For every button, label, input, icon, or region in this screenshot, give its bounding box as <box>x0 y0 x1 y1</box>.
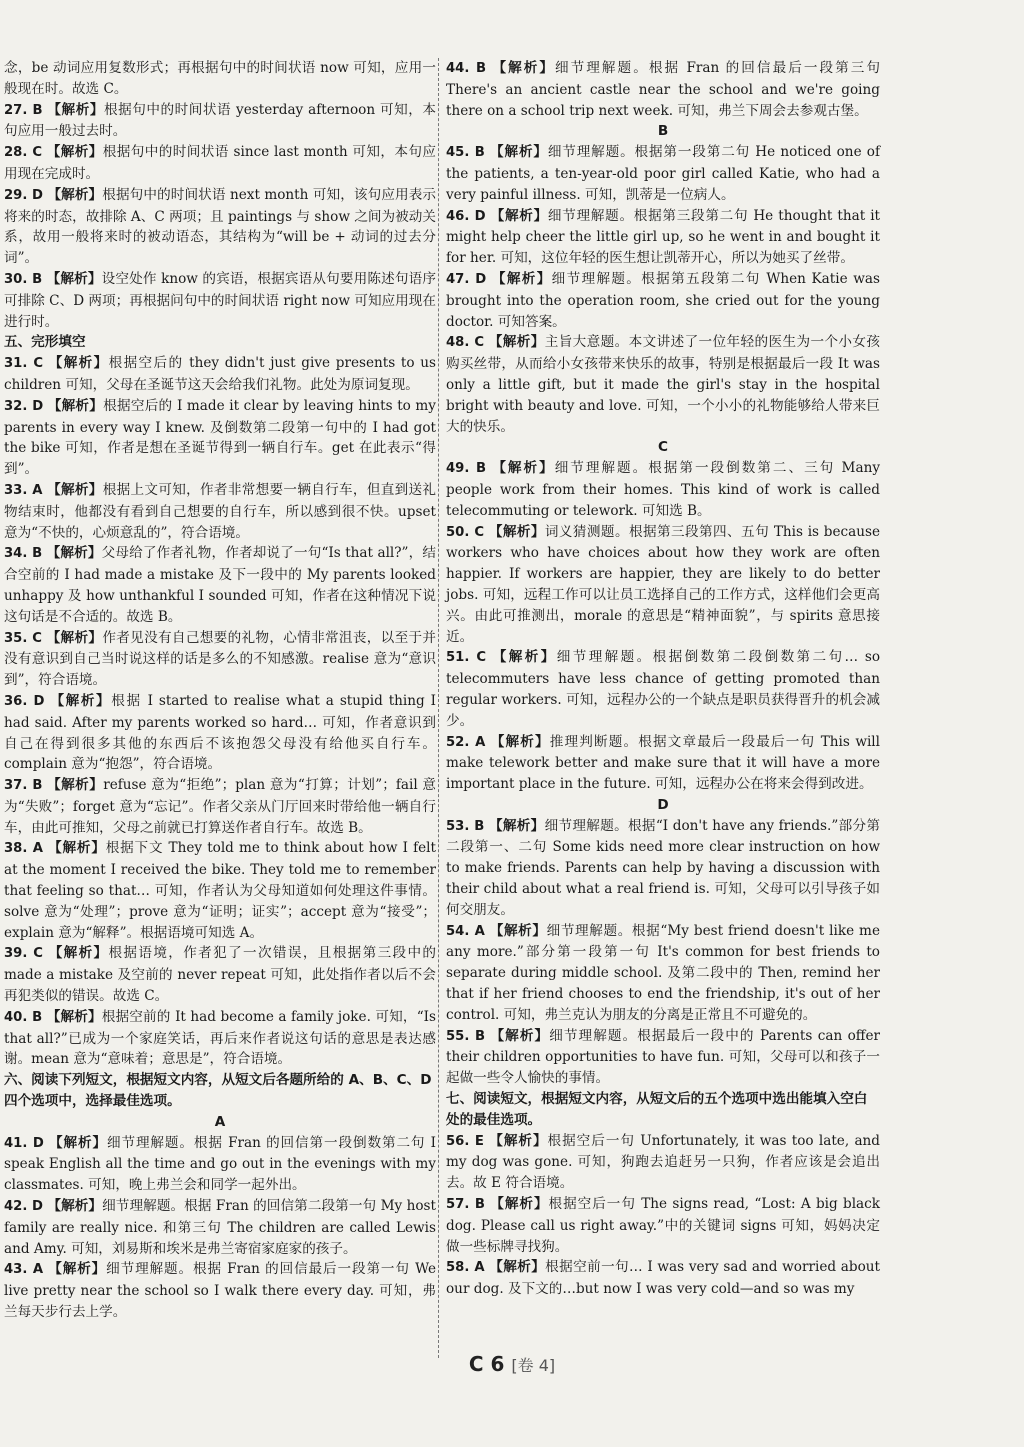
answer-text: 念，be 动词应用复数形式；再根据句中的时间状语 now 可知，应用一般现在时。故选 C。 <box>4 60 436 97</box>
analysis-tag: 【解析】 <box>489 1259 546 1276</box>
answer-number: 50. C <box>446 524 485 540</box>
answer-item <box>4 353 436 396</box>
right-group-5 <box>446 1131 880 1300</box>
answer-text: 细节理解题。根据倒数第二段倒数第二句… so telecommuters have less chance of getting promoted than regular workers. 可知，远程办公的一个缺点是职员获得晋升的机会减少。 <box>446 649 880 729</box>
analysis-tag: 【解析】 <box>488 817 545 834</box>
analysis-tag: 【解析】 <box>46 545 102 562</box>
right-group-4 <box>446 816 880 1089</box>
answer-number: 54. A <box>446 923 485 939</box>
answer-item <box>4 838 436 943</box>
analysis-tag: 【解析】 <box>46 629 103 646</box>
answer-number: 32. D <box>4 398 44 414</box>
answer-item <box>446 142 880 205</box>
answer-text: 细节理解题。根据 Fran 的回信第一段倒数第二句 I speak English all the time and go out in the evenings with my classmates. 可知，晚上弗兰会和同学一起外出。 <box>4 1134 437 1194</box>
left-column <box>0 58 436 1323</box>
analysis-tag: 【解析】 <box>492 649 557 666</box>
answer-number: 30. B <box>4 271 43 287</box>
answer-text: 根据 I started to realise what a stupid thing I had said. After my parents worked so hard… 可知，作者意识到自己在得到很多其他的东西后不该抱怨父母没有给他买自行车。complain 意为“抱怨”，符合语境。 <box>4 692 437 773</box>
answer-number: 29. D <box>4 187 44 203</box>
answer-number: 42. D <box>4 1199 43 1215</box>
left-group-1 <box>4 58 436 332</box>
answer-text: 根据空后的 they didn't just give presents to us children 可知，父母在圣诞节这天会给我们礼物。此处为原词复现。 <box>4 355 437 393</box>
answer-text: 词义猜测题。根据第三段第四、五句 This is because workers who have choices about how they work are often happier. If workers are happier, they are likely to do better jobs. 可知，远程工作可以让员工选择自己的工作方式，这样他们会更高兴。由此可推测出，morale 的意思是“精神面貌”，与 spirits 意思接近。 <box>446 523 881 645</box>
answer-item <box>446 732 880 795</box>
analysis-tag: 【解析】 <box>47 186 103 203</box>
answer-text: 细节理解题。根据 Fran 的回信第二段第一句 My host family are really nice. 和第三句 The children are called Lewis and Amy. 可知，刘易斯和埃米是弗兰寄宿家庭家的孩子。 <box>4 1198 436 1257</box>
analysis-tag: 【解析】 <box>47 397 104 414</box>
analysis-tag: 【解析】 <box>488 334 545 351</box>
analysis-tag: 【解析】 <box>491 270 552 287</box>
answer-number: 53. B <box>446 818 485 834</box>
answer-number: 33. A <box>4 482 43 498</box>
answer-item <box>446 332 880 437</box>
analysis-tag: 【解析】 <box>489 1132 548 1149</box>
answer-number: 49. B <box>446 461 486 477</box>
section-five-heading: 五、完形填空 <box>4 334 86 351</box>
answer-item <box>4 58 436 100</box>
analysis-tag: 【解析】 <box>492 460 555 477</box>
right-group-1 <box>446 58 880 121</box>
answer-number: 55. B <box>446 1028 486 1044</box>
answer-number: 39. C <box>4 946 43 962</box>
answer-item <box>446 1257 880 1300</box>
answer-number: 36. D <box>4 693 45 709</box>
answer-item <box>446 269 880 332</box>
answer-item <box>4 142 436 185</box>
analysis-tag: 【解析】 <box>490 1027 550 1044</box>
right-group-3 <box>446 458 880 795</box>
answer-text: 细节理解题。根据第一段第二句 He noticed one of the patients, a ten-year-old poor girl called Katie, who had a very painful illness. 可知，凯蒂是一位病人。 <box>446 144 880 203</box>
answer-number: 56. E <box>446 1133 484 1149</box>
answer-text: refuse 意为“拒绝”；plan 意为“打算；计划”；fail 意为“失败”；forget 意为“忘记”。作者父亲从门厅回来时带给他一辆自行车，由此可推知，父母之前就已打算送作者自行车。故选 B。 <box>4 777 436 836</box>
answer-text: 细节理解题。根据 Fran 的回信最后一段第三句 There's an ancient castle near the school and we're going there on a school trip next week. 可知，弗兰下周会去参观古堡。 <box>446 60 880 119</box>
answer-number: 37. B <box>4 778 43 794</box>
analysis-tag: 【解析】 <box>490 144 548 161</box>
answer-number: 48. C <box>446 335 485 351</box>
analysis-tag: 【解析】 <box>492 60 555 76</box>
answer-number: 58. A <box>446 1260 485 1276</box>
answer-item <box>446 921 880 1026</box>
answer-item <box>4 1196 436 1259</box>
left-group-3 <box>4 1133 436 1323</box>
answer-text: 根据空前的 It had become a family joke. 可知，“Is that all?”已成为一个家庭笑话，再后来作者说这句话的意思是表达感谢。mean 意为“意味着；意思是”，符合语境。 <box>4 1008 436 1068</box>
answer-text: 细节理解题。根据最后一段中的 Parents can offer their children opportunities to have fun. 可知，父母可以和孩子一起做一些令人愉快的事情。 <box>446 1027 881 1087</box>
section-six-heading: 六、阅读下列短文，根据短文内容，从短文后各题所给的 A、B、C、D 四个选项中，选择最佳选项。 <box>4 1072 432 1110</box>
right-group-2 <box>446 142 880 437</box>
analysis-tag: 【解析】 <box>46 270 102 287</box>
volume-label: [卷 4] <box>511 1356 556 1375</box>
answer-item <box>446 458 880 521</box>
answer-text: 根据空前一句… I was very sad and worried about our dog. 及下文的…but now I was very cold—and so was my <box>446 1259 880 1298</box>
answer-text: 推理判断题。根据文章最后一段最后一句 This will make telework better and make sure that it will have a more important place in the future. 可知，远程办公在将来会得到改进。 <box>446 733 881 793</box>
analysis-tag: 【解析】 <box>490 1196 549 1213</box>
answer-item <box>446 1026 880 1089</box>
answer-item <box>446 816 880 921</box>
answer-item <box>4 691 436 775</box>
answer-item <box>4 480 436 543</box>
answer-text: 细节理解题。根据 Fran 的回信最后一段第一句 We live pretty near the school so I walk there every day. 可知，弗兰每天步行去上学。 <box>4 1261 436 1321</box>
right-column <box>446 58 880 1300</box>
answer-text: 根据空后的 I made it clear by leaving hints to my parents in every way I knew. 及倒数第二段第一句中的 I had got the bike 可知，作者是想在圣诞节得到一辆自行车。get 在此表示“得到”。 <box>4 397 436 478</box>
analysis-tag: 【解析】 <box>489 922 547 939</box>
answer-number: 41. D <box>4 1135 44 1151</box>
analysis-tag: 【解析】 <box>47 101 104 118</box>
analysis-tag: 【解析】 <box>48 355 109 372</box>
answer-item <box>4 628 436 691</box>
analysis-tag: 【解析】 <box>46 144 103 161</box>
analysis-tag: 【解析】 <box>49 1134 107 1151</box>
answer-item <box>4 269 436 332</box>
answer-item <box>4 543 436 627</box>
analysis-tag: 【解析】 <box>46 1008 102 1025</box>
answer-text: 细节理解题。根据第五段第二句 When Katie was brought into the operation room, she cried out for the young doctor. 可知答案。 <box>446 270 881 330</box>
answer-number: 34. B <box>4 546 43 562</box>
analysis-tag: 【解析】 <box>488 523 545 540</box>
answer-text: 细节理解题。根据第一段倒数第二、三句 Many people work from their homes. This kind of work is called telecommuting or telework. 可知选 B。 <box>446 460 881 519</box>
answer-text: 细节理解题。根据第三段第二句 He thought that it might help cheer the little girl up, so he went in and bought it for her. 可知，这位年轻的医生想让凯蒂开心，所以为她买了丝带。 <box>446 207 881 267</box>
answer-text: 根据上文可知，作者非常想要一辆自行车，但直到送礼物结束时，他都没有看到自己想要的自行车，所以感到很不快。upset 意为“不快的，心烦意乱的”，符合语境。 <box>4 481 437 541</box>
passage-b-heading: B <box>657 123 669 140</box>
analysis-tag: 【解析】 <box>48 840 106 857</box>
answer-text: 根据句中的时间状语 yesterday afternoon 可知，本句应用一般过去时。 <box>4 101 436 140</box>
answer-number: 40. B <box>4 1009 43 1025</box>
answer-number: 43. A <box>4 1262 44 1278</box>
answer-text: 细节理解题。根据“My best friend doesn't like me any more.”部分第一段第一句 It's common for best friends to separate during middle school. 及第二段中的 Then, remind her that if her friend chooses to end the friendship, it's out of her control. 可知，弗兰克认为朋友的分离是正常且不可避免的。 <box>446 922 880 1023</box>
analysis-tag: 【解析】 <box>48 1261 107 1278</box>
answer-item <box>446 1131 880 1194</box>
passage-d-heading: D <box>657 796 669 813</box>
answer-number: 27. B <box>4 102 43 118</box>
analysis-tag: 【解析】 <box>47 1198 103 1215</box>
answer-item <box>4 943 436 1006</box>
analysis-tag: 【解析】 <box>48 945 109 962</box>
answer-item <box>4 100 436 143</box>
answer-item <box>446 647 880 731</box>
answer-text: 父母给了作者礼物，作者却说了一句“Is that all?”，结合空前的 I had made a mistake 及下一段中的 My parents looked unhappy 及 how unthankful I sounded 可知，作者在这种情况下说这句话是不合适的。故选 B。 <box>4 545 436 625</box>
answer-text: 根据空后一句 Unfortunately, it was too late, and my dog was gone. 可知，狗跑去追赶另一只狗，作者应该是会追出去。故 E 符合语境。 <box>446 1132 881 1192</box>
answer-text: 根据空后一句 The signs read, “Lost: A big black dog. Please call us right away.”中的关键词 signs 可知，妈妈决定做一些标牌寻找狗。 <box>446 1196 881 1255</box>
passage-a-heading: A <box>214 1113 226 1130</box>
answer-item <box>4 1133 436 1196</box>
answer-text: 作者见没有自己想要的礼物，心情非常沮丧，以至于并没有意识到自己当时说这样的话是多么的不知感激。realise 意为“意识到”，符合语境。 <box>4 629 437 689</box>
answer-number: 45. B <box>446 145 485 161</box>
answer-number: 44. B <box>446 61 487 76</box>
answer-number: 46. D <box>446 208 486 224</box>
page-number: C 6 <box>468 1352 505 1376</box>
answer-item <box>4 185 436 269</box>
answer-item <box>4 1259 436 1322</box>
answer-text: 主旨大意题。本文讲述了一位年轻的医生为一个小女孩购买丝带，从而给小女孩带来快乐的故事，特别是根据最后一段 It was only a little gift, but it made the girl's stay in the hospital bright with beauty and love. 可知，一个小小的礼物能够给人带来巨大的快乐。 <box>446 334 880 435</box>
page-footer <box>0 1352 1024 1376</box>
answer-text: 根据语境，作者犯了一次错误，且根据第三段中的 made a mistake 及空前的 never repeat 可知，此处指作者以后不会再犯类似的错误。故选 C。 <box>4 945 437 1005</box>
answer-text: 根据句中的时间状语 since last month 可知，本句应用现在完成时。 <box>4 144 436 182</box>
analysis-tag: 【解析】 <box>47 777 104 794</box>
analysis-tag: 【解析】 <box>490 207 548 224</box>
answer-item <box>446 522 880 648</box>
answer-number: 38. A <box>4 841 43 857</box>
answer-number: 31. C <box>4 356 44 372</box>
answer-number: 35. C <box>4 630 42 646</box>
analysis-tag: 【解析】 <box>47 481 103 498</box>
answer-text: 根据下文 They told me to think about how I felt at the moment I received the bike. They told me to remember that feeling so that… 可知，作者认为父母知道如何处理这件事情。solve 意为“处理”；prove 意为“证明；证实”；accept 意为“接受”；explain 意为“解释”。根据语境可知选 A。 <box>4 840 436 941</box>
answer-number: 28. C <box>4 145 43 161</box>
answer-text: 细节理解题。根据“I don't have any friends.”部分第二段第一、二句 Some kids need more clear instruction on how to make friends. Parents can help by having a discussion with their child about what a real friend is. 可知，父母可以引导孩子如何交朋友。 <box>446 817 880 918</box>
answer-item <box>4 1007 436 1070</box>
answer-number: 51. C <box>446 650 487 666</box>
section-seven-heading: 七、阅读短文，根据短文内容，从短文后的五个选项中选出能填入空白处的最佳选项。 <box>446 1091 868 1128</box>
answer-item <box>446 206 880 269</box>
answer-item <box>4 396 436 480</box>
answer-number: 52. A <box>446 734 486 750</box>
answer-number: 57. B <box>446 1197 485 1213</box>
column-divider <box>438 58 439 1358</box>
answer-item <box>446 58 880 121</box>
analysis-tag: 【解析】 <box>50 692 112 709</box>
analysis-tag: 【解析】 <box>490 733 550 750</box>
answer-item <box>446 1194 880 1257</box>
passage-c-heading: C <box>658 439 668 456</box>
answer-item <box>4 775 436 838</box>
answer-text: 根据句中的时间状语 next month 可知，该句应用表示将来的时态，故排除 A、C 两项；且 paintings 与 show 之间为被动关系，故用一般将来时的被动语态，其结构为“will be + 动词的过去分词”。 <box>4 186 437 267</box>
left-group-2 <box>4 353 436 1070</box>
answer-text: 设空处作 know 的宾语，根据宾语从句要用陈述句语序可排除 C、D 两项；再根据问句中的时间状语 right now 可知应用现在进行时。 <box>4 270 437 330</box>
answer-number: 47. D <box>446 271 487 287</box>
